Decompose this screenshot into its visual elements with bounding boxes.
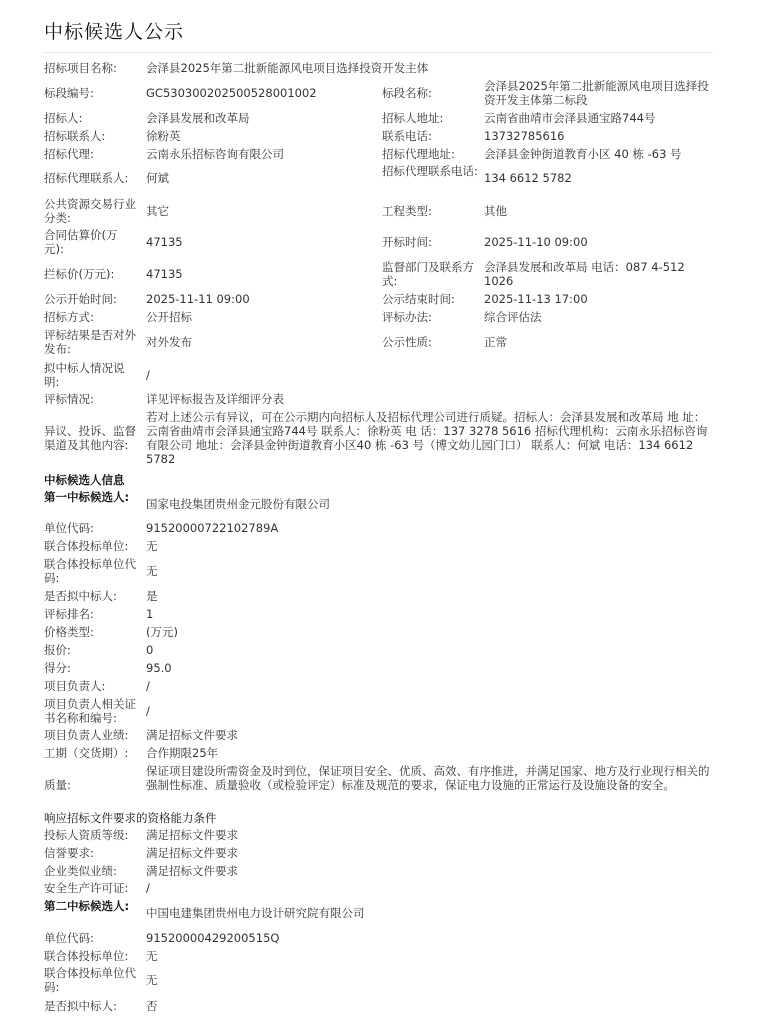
field-label: 评标情况: xyxy=(44,392,94,406)
field-label: 安全生产许可证: xyxy=(44,881,129,895)
capability-title: 响应招标文件要求的资格能力条件 xyxy=(44,811,217,825)
tenderer-address-value: 云南省曲靖市会泽县通宝路744号 xyxy=(484,111,656,125)
eval-status-value: 详见评标报告及详细评分表 xyxy=(146,392,284,406)
duration-value: 合作期限25年 xyxy=(146,746,219,760)
field-label: 拦标价(万元): xyxy=(44,267,115,281)
safety-license-value: / xyxy=(146,881,150,895)
consortium-code-value: 无 xyxy=(146,564,158,578)
similar-performance-value: 满足招标文件要求 xyxy=(146,864,238,878)
field-label: 联合体投标单位代码: xyxy=(44,557,136,585)
field-label: 质量: xyxy=(44,778,71,792)
field-label: 公示结束时间: xyxy=(382,292,455,306)
field-label: 公共资源交易行业分类: xyxy=(44,197,136,225)
field-label: 企业类似业绩: xyxy=(44,864,117,878)
candidate-name: 中国电建集团贵州电力设计研究院有限公司 xyxy=(146,906,365,920)
agent-address-value: 会泽县金钟街道教育小区 40 栋 -63 号 xyxy=(484,147,682,161)
field-label: 评标结果是否对外发布: xyxy=(44,328,136,356)
credit-value: 满足招标文件要求 xyxy=(146,846,238,860)
field-label: 项目负责人业绩: xyxy=(44,728,129,742)
consortium-value: 无 xyxy=(146,949,158,963)
field-label: 监督部门及联系方式: xyxy=(382,260,474,288)
pm-cert-value: / xyxy=(146,704,150,718)
field-label: 合同估算价(万元): xyxy=(44,228,118,256)
winner-desc-value: / xyxy=(146,368,150,382)
field-label: 是否拟中标人: xyxy=(44,999,117,1013)
unit-code-value: 91520000429200515Q xyxy=(146,931,280,945)
field-label: 拟中标人情况说明: xyxy=(44,361,125,389)
agent-value: 云南永乐招标咨询有限公司 xyxy=(146,147,284,161)
quality-value: 保证项目建设所需资金及时到位，保证项目安全、优质、高效、有序推进，并满足国家、地方及行业现行相关的强制性标准、质量验收（或检验评定）标准及规范的要求，保证电力设施的正常运行及设施设备的安全。 xyxy=(146,764,710,792)
notice-nature-value: 正常 xyxy=(484,335,507,349)
publish-start-value: 2025-11-11 09:00 xyxy=(146,292,250,306)
field-label: 公示开始时间: xyxy=(44,292,117,306)
field-label: 联合体投标单位: xyxy=(44,949,129,963)
eval-method-value: 综合评估法 xyxy=(484,310,542,324)
contract-price-value: 47135 xyxy=(146,235,183,249)
field-label: 报价: xyxy=(44,643,71,657)
industry-value: 其它 xyxy=(146,204,169,218)
field-label: 招标方式: xyxy=(44,310,94,324)
field-label: 联系电话: xyxy=(382,129,432,143)
field-label: 招标代理: xyxy=(44,147,94,161)
bid-method-value: 公开招标 xyxy=(146,310,192,324)
field-label: 项目负责人: xyxy=(44,679,106,693)
field-label: 标段编号: xyxy=(44,86,94,100)
field-label: 单位代码: xyxy=(44,931,94,945)
field-label: 异议、投诉、监督渠道及其他内容: xyxy=(44,424,136,452)
price-type-value: (万元) xyxy=(146,625,178,639)
field-label: 评标办法: xyxy=(382,310,432,324)
result-public-value: 对外发布 xyxy=(146,335,192,349)
section-name-value: 会泽县2025年第二批新能源风电项目选择投资开发主体第二标段 xyxy=(484,79,709,107)
field-label: 开标时间: xyxy=(382,235,432,249)
agent-phone-value: 134 6612 5782 xyxy=(484,171,572,185)
field-label: 招标代理联系电话: xyxy=(382,164,478,178)
qualification-value: 满足招标文件要求 xyxy=(146,828,238,842)
consortium-value: 无 xyxy=(146,539,158,553)
field-label: 得分: xyxy=(44,661,71,675)
field-label: 招标人地址: xyxy=(382,111,444,125)
project-type-value: 其他 xyxy=(484,204,507,218)
consortium-code-value: 无 xyxy=(146,973,158,987)
pm-performance-value: 满足招标文件要求 xyxy=(146,728,238,742)
field-label: 招标代理联系人: xyxy=(44,171,129,185)
field-label: 联合体投标单位代码: xyxy=(44,966,136,994)
agent-contact-value: 何斌 xyxy=(146,171,169,185)
quote-value: 0 xyxy=(146,643,154,657)
open-time-value: 2025-11-10 09:00 xyxy=(484,235,588,249)
title-divider xyxy=(44,52,713,53)
control-price-value: 47135 xyxy=(146,267,183,281)
field-label: 项目负责人相关证书名称和编号: xyxy=(44,697,136,725)
publish-end-value: 2025-11-13 17:00 xyxy=(484,292,588,306)
field-label: 工期（交货期）: xyxy=(44,746,129,760)
objection-value: 若对上述公示有异议，可在公示期内向招标人及招标代理公司进行质疑。招标人：会泽县发展和改革局 地 址：云南省曲靖市会泽县通宝路744号 联系人：徐粉英 电 话：137 3278 5616 招标代理机构：云南永乐招标咨询有限公司 地址：会泽县金钟街道教育小区40 栋 -63 号（博文幼儿园门口） 联系人：何斌 电话：134 6612 5782 xyxy=(146,410,708,466)
field-label: 工程类型: xyxy=(382,204,432,218)
section-no-value: GC5303002025005280010​02 xyxy=(146,86,317,100)
eval-rank-value: 1 xyxy=(146,607,154,621)
candidate-rank-label: 第一中标候选人: xyxy=(44,490,130,504)
candidate-name: 国家电投集团贵州金元股份有限公司 xyxy=(146,497,330,511)
contact-phone-value: 13732785616 xyxy=(484,129,565,143)
is-proposed-value: 是 xyxy=(146,589,158,603)
field-label: 价格类型: xyxy=(44,625,94,639)
project-name-value: 会泽县2025年第二批新能源风电项目选择投资开发主体 xyxy=(146,61,429,75)
field-label: 联合体投标单位: xyxy=(44,539,129,553)
field-label: 是否拟中标人: xyxy=(44,589,117,603)
field-label: 单位代码: xyxy=(44,521,94,535)
field-label: 招标项目名称: xyxy=(44,61,117,75)
supervisor-value: 会泽县发展和改革局 电话：087 4-512 1026 xyxy=(484,260,685,288)
field-label: 招标代理地址: xyxy=(382,147,455,161)
is-proposed-value: 否 xyxy=(146,999,158,1013)
section-title: 中标候选人信息 xyxy=(44,473,125,487)
score-value: 95.0 xyxy=(146,661,172,675)
field-label: 标段名称: xyxy=(382,86,432,100)
tenderer-value: 会泽县发展和改革局 xyxy=(146,111,250,125)
unit-code-value: 91520000722102789A xyxy=(146,521,279,535)
pm-value: / xyxy=(146,679,150,693)
page-title: 中标候选人公示 xyxy=(44,21,185,43)
contact-value: 徐粉英 xyxy=(146,129,181,143)
field-label: 招标人: xyxy=(44,111,83,125)
field-label: 信誉要求: xyxy=(44,846,94,860)
field-label: 招标联系人: xyxy=(44,129,106,143)
candidate-rank-label: 第二中标候选人: xyxy=(44,899,130,913)
field-label: 公示性质: xyxy=(382,335,432,349)
field-label: 评标排名: xyxy=(44,607,94,621)
field-label: 投标人资质等级: xyxy=(44,828,129,842)
